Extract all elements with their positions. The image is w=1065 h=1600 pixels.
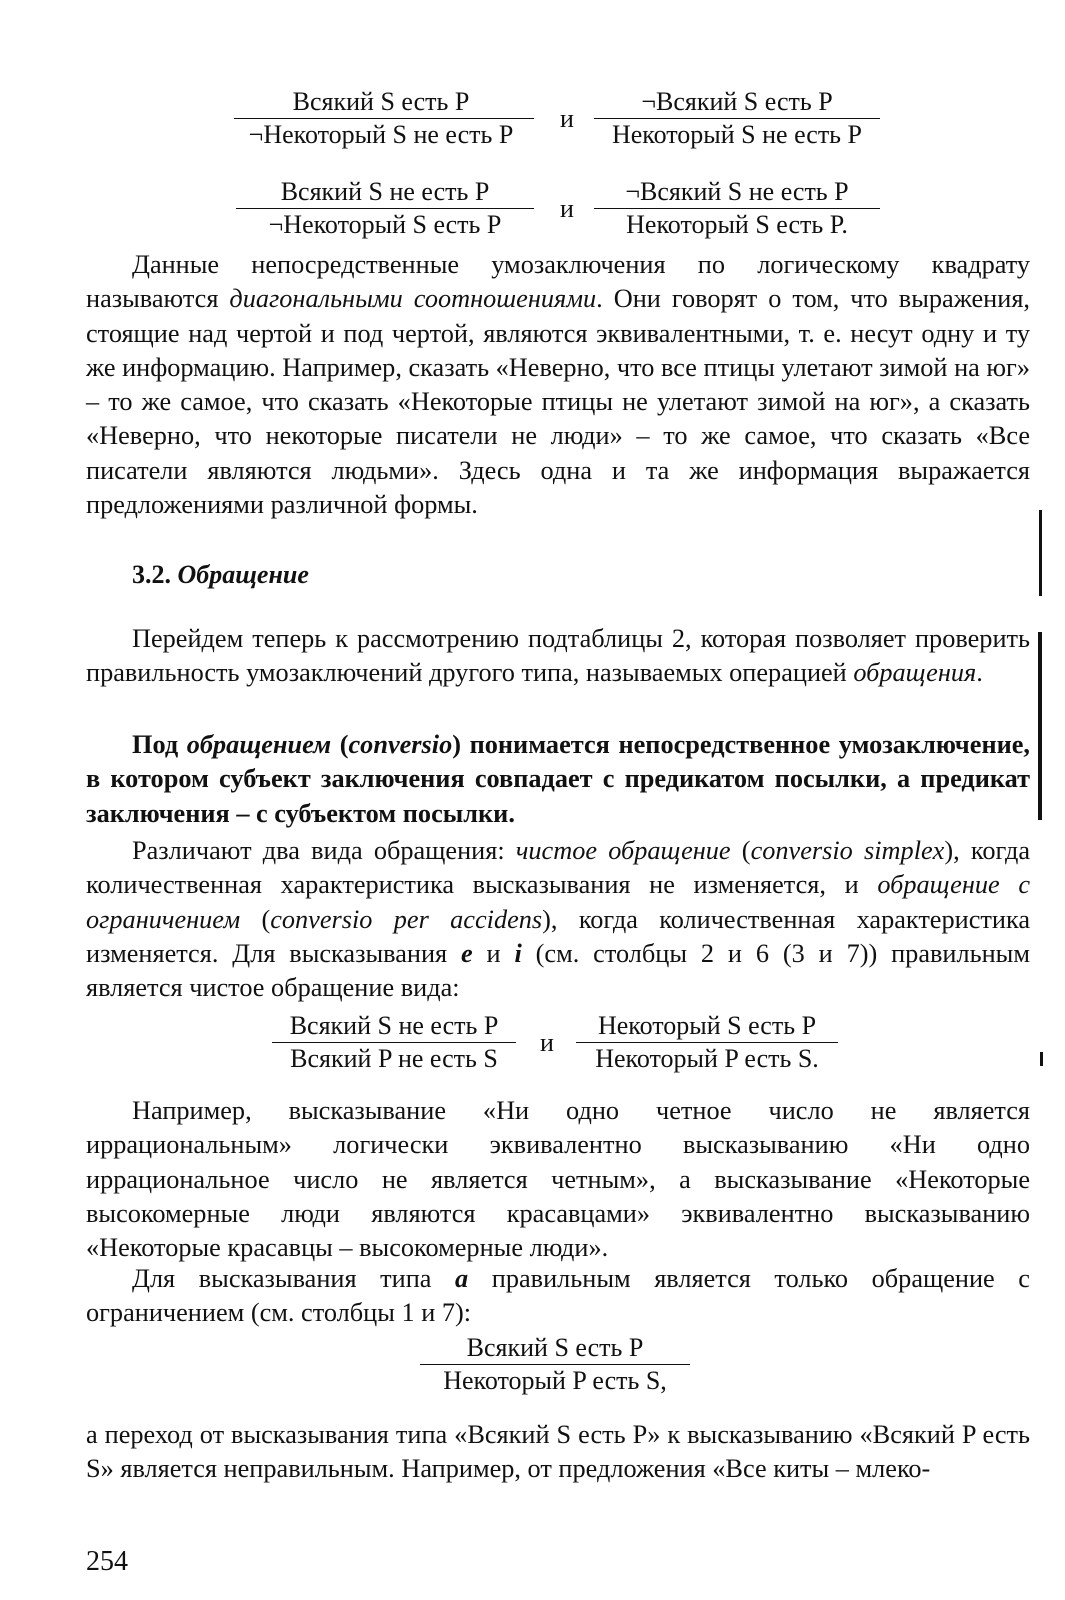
formula-denominator: ¬Некоторый S есть P — [268, 210, 502, 239]
section-number: 3.2. — [132, 560, 171, 589]
formula-denominator: Некоторый S есть P. — [626, 210, 848, 239]
formula-row4 — [420, 1332, 690, 1397]
formula-numerator: ¬Всякий S не есть P — [625, 177, 849, 206]
conjunction: и — [540, 1028, 554, 1057]
section-title: Обращение — [177, 560, 309, 589]
formula-numerator: Всякий S есть P — [466, 1333, 644, 1362]
formula-denominator: Всякий P не есть S — [290, 1044, 498, 1073]
definition-conversion: Под обращением (conversio) понимается непосредственное умозаключение, в котором субъект заключения совпадает с предикатом посылки, а предикат заключения – с субъектом посылки. — [86, 730, 1030, 828]
margin-marker — [1040, 1052, 1043, 1066]
formula-row1-left — [228, 86, 534, 151]
formula-numerator: ¬Всякий S есть P — [641, 87, 833, 116]
margin-marker — [1039, 510, 1042, 596]
page-number: 254 — [86, 1546, 128, 1577]
formula-row2-right — [594, 176, 880, 241]
paragraph-invalid-transition: а переход от высказывания типа «Всякий S есть P» к высказыванию «Всякий P есть S» является неправильным. Например, от предложения «Все киты – млеко- — [86, 1420, 1030, 1484]
formula-denominator: Некоторый S не есть P — [611, 120, 862, 149]
formula-numerator: Всякий S есть P — [292, 87, 470, 116]
formula-numerator: Некоторый S есть P — [597, 1011, 817, 1040]
conjunction: и — [560, 194, 574, 223]
formula-row2-left — [236, 176, 534, 241]
formula-row3-right — [576, 1010, 838, 1075]
paragraph-intro-conversion: Перейдем теперь к рассмотрению подтаблицы 2, которая позволяет проверить правильность умозаключений другого типа, называемых операцией обращения. — [86, 624, 1030, 688]
paragraph-type-a: Для высказывания типа a правильным является только обращение с ограничением (см. столбцы 1 и 7): — [86, 1264, 1030, 1328]
paragraph-diagonal-relations: Данные непосредственные умозаключения по логическому квадрату называются диагональными соотношениями. Они говорят о том, что выражения, стоящие над чертой и под чертой, являются эквивалентными, т. е. несут одну и ту же информацию. Например, сказать «Неверно, что все птицы улетают зимой на юг» – то же самое, что сказать «Некоторые птицы не улетают зимой на юг», а сказать «Неверно, что некоторые писатели не люди» – то же самое, что сказать «Все писатели являются людьми». Здесь одна и та же информация выражается предложениями различной формы. — [86, 250, 1030, 520]
formula-row1-right — [594, 86, 880, 151]
formula-row3-left — [272, 1010, 516, 1075]
conjunction: и — [560, 104, 574, 133]
margin-marker — [1038, 632, 1042, 820]
paragraph-example: Например, высказывание «Ни одно четное число не является иррациональным» логически эквивалентно высказыванию «Ни одно иррациональное число не является четным», а высказывание «Некоторые высокомерные люди являются красавцами» эквивалентно высказыванию «Некоторые красавцы – высокомерные люди». — [86, 1096, 1030, 1263]
formula-denominator: Некоторый P есть S. — [595, 1044, 819, 1073]
formula-numerator: Всякий S не есть P — [289, 1011, 499, 1040]
formula-denominator: Некоторый P есть S, — [443, 1366, 667, 1395]
formula-denominator: ¬Некоторый S не есть P — [248, 120, 514, 149]
formula-numerator: Всякий S не есть P — [280, 177, 490, 206]
paragraph-conversion-types: Различают два вида обращения: чистое обращение (conversio simplex), когда количественная характеристика высказывания не изменяется, и обращение с ограничением (conversio per accidens), когда количественная характеристика изменяется. Для высказывания e и i (см. столбцы 2 и 6 (3 и 7)) правильным является чистое обращение вида: — [86, 836, 1030, 1003]
section-heading — [132, 560, 309, 590]
